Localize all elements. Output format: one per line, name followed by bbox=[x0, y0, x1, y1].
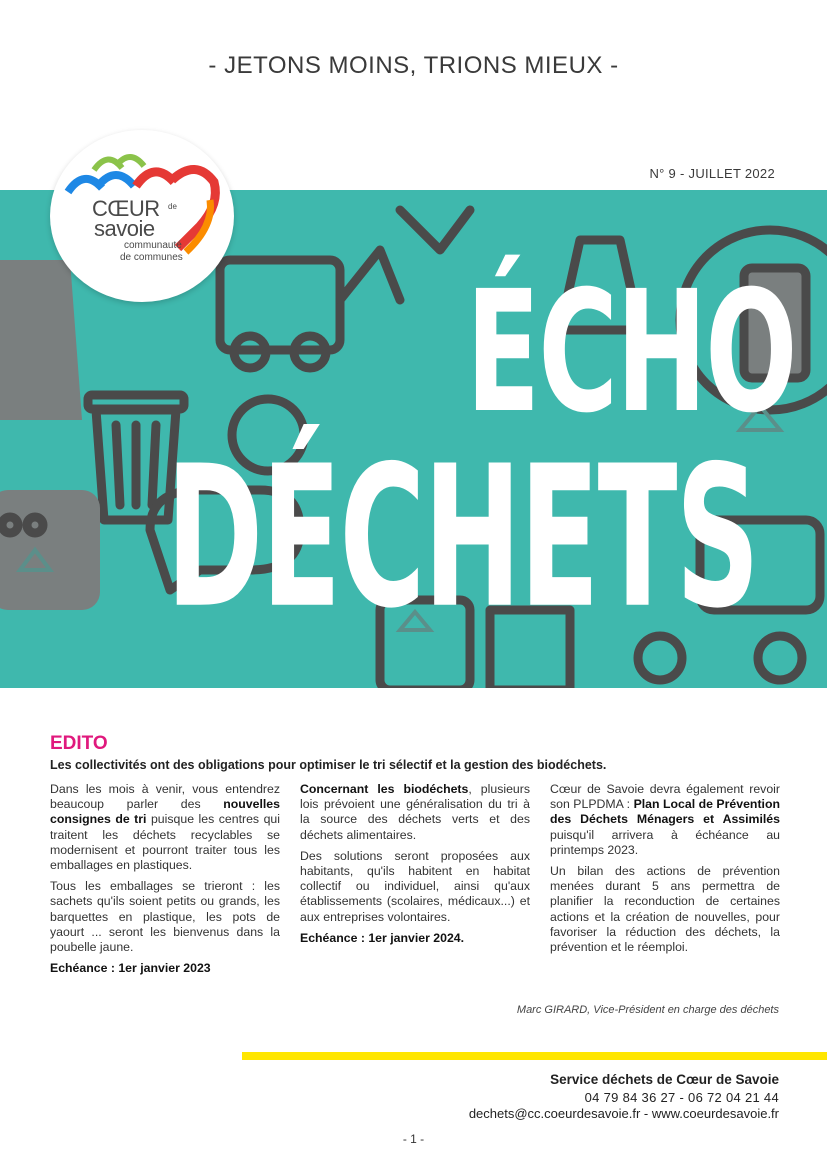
col1-text-after: puisque les centres qui traitent les déchets recyclables se modernisent et pourront traiter tous les emballages en plastiques. bbox=[50, 812, 280, 873]
edito-column-1 bbox=[50, 782, 280, 982]
col2-bold: Concernant les biodéchets bbox=[300, 782, 469, 796]
edito-column-3 bbox=[550, 782, 780, 961]
col1-paragraph-1 bbox=[50, 782, 280, 873]
coeur-de-savoie-logo bbox=[50, 130, 234, 302]
logo-text-de-communes: de communes bbox=[120, 252, 183, 263]
logo-text-coeur: CŒUR bbox=[92, 196, 160, 221]
col3-paragraph-2: Un bilan des actions de prévention menées durant 5 ans permettra de planifier la reconduction de certaines actions et la création de nouvelles, pour favoriser la réduction des déchets, la prévention et le réemploi. bbox=[550, 864, 780, 955]
col2-text: , plusieurs lois prévoient une généralisation du tri à la source des déchets verts et des déchets alimentaires. bbox=[300, 782, 530, 842]
col3-bold: Plan Local de Prévention des Déchets Ménagers et Assimilés bbox=[550, 797, 780, 827]
footer-service: Service déchets de Cœur de Savoie bbox=[550, 1072, 779, 1087]
logo-text-de: de bbox=[168, 202, 177, 211]
footer-contact-links[interactable]: dechets@cc.coeurdesavoie.fr - www.coeurdesavoie.fr bbox=[468, 1106, 779, 1121]
col3-text: Cœur de Savoie devra également revoir son PLPDMA : bbox=[550, 782, 780, 812]
edito-heading: EDITO bbox=[50, 733, 108, 754]
col3-text-after: puisqu'il arrivera à échéance au printemps 2023. bbox=[550, 827, 780, 857]
edito-lead: Les collectivités ont des obligations pour optimiser le tri sélectif et la gestion des biodéchets. bbox=[50, 758, 607, 772]
col1-text: Dans les mois à venir, vous entendrez beaucoup parler des bbox=[50, 782, 280, 812]
edito-column-2 bbox=[300, 782, 530, 952]
issue-number: N° 9 - JUILLET 2022 bbox=[649, 166, 775, 181]
title-echo: ÉCHO bbox=[466, 253, 796, 450]
slogan: - JETONS MOINS, TRIONS MIEUX - bbox=[208, 52, 619, 79]
logo-text-savoie: savoie bbox=[94, 216, 155, 241]
footer-phones: 04 79 84 36 27 - 06 72 04 21 44 bbox=[584, 1090, 779, 1105]
col2-deadline: Echéance : 1er janvier 2024. bbox=[300, 930, 465, 945]
col1-paragraph-2: Tous les emballages se trieront : les sachets qu'ils soient petits ou grands, les barquettes en plastique, les pots de yaourt ... seront les bienvenus dans la poubelle jaune. bbox=[50, 879, 280, 955]
signature: Marc GIRARD, Vice-Président en charge des déchets bbox=[516, 1004, 779, 1016]
col3-paragraph-1 bbox=[550, 782, 780, 858]
col2-paragraph-1 bbox=[300, 782, 530, 843]
col2-paragraph-2: Des solutions seront proposées aux habitants, qu'ils habitent en habitat collectif ou individuel, ainsi qu'aux établissements (scolaires, médicaux...) et aux entreprises volontaires. bbox=[300, 848, 530, 924]
title-dechets: DÉCHETS bbox=[166, 424, 759, 652]
page-number: - 1 - bbox=[402, 1132, 425, 1146]
col1-deadline: Echéance : 1er janvier 2023 bbox=[50, 961, 211, 976]
logo-text-communaute: communauté bbox=[124, 240, 182, 251]
footer-accent-bar bbox=[242, 1052, 827, 1060]
col1-bold: nouvelles consignes de tri bbox=[50, 797, 280, 827]
